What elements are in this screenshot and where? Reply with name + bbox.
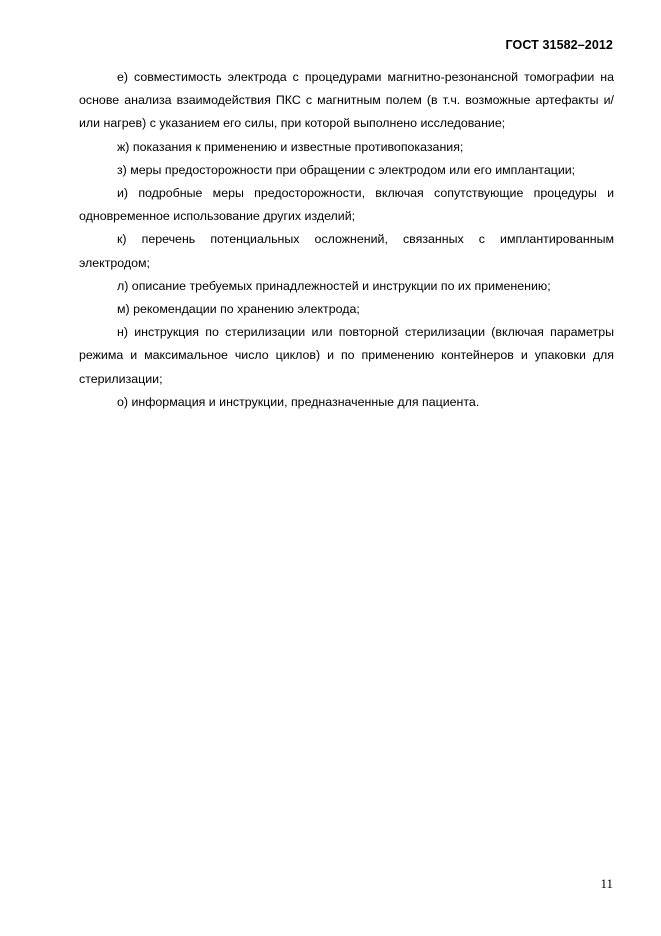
document-code-header: ГОСТ 31582–2012	[505, 38, 613, 52]
list-item-i: и) подробные меры предосторожности, включая сопутствующие процедуры и одновременное использование других изделий;	[79, 186, 614, 224]
list-item-l: л) описание требуемых принадлежностей и инструкции по их применению;	[117, 278, 551, 293]
list-item-e: е) совместимость электрода с процедурами магнитно-резонансной томографии на основе анализа взаимодействия ПКС с магнитным полем (в т.ч. возможные артефакты и/или нагрев) с указанием его силы, при которой выполнено исследование;	[79, 70, 614, 131]
list-item-m: м) рекомендации по хранению электрода;	[117, 302, 360, 317]
document-body	[79, 66, 614, 414]
list-item-o: о) информация и инструкции, предназначенные для пациента.	[117, 394, 480, 409]
page-number: 11	[600, 876, 613, 891]
list-item-k: к) перечень потенциальных осложнений, связанных с имплантированным электродом;	[79, 232, 614, 270]
list-item-zh: ж) показания к применению и известные противопоказания;	[117, 139, 464, 154]
list-item-n: н) инструкция по стерилизации или повторной стерилизации (включая параметры режима и максимальное число циклов) и по применению контейнеров и упаковки для стерилизации;	[79, 325, 614, 386]
list-item-z: з) меры предосторожности при обращении с электродом или его имплантации;	[117, 162, 576, 177]
